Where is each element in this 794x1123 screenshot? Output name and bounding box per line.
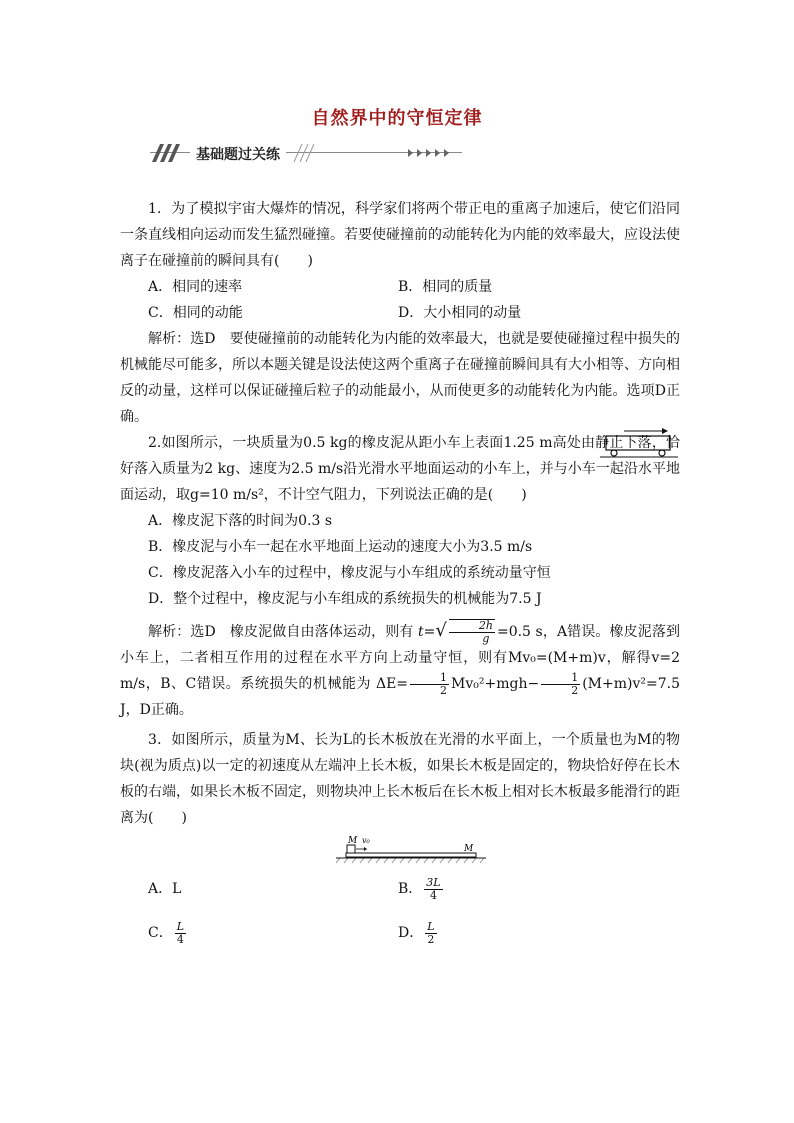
q2-analysis-part4: (M+m)v²=7.5 J，D正确。 <box>120 676 680 718</box>
q3-option-c-fraction <box>175 921 186 946</box>
q2-sqrt-num: 2h <box>449 620 495 633</box>
q2-options <box>120 508 680 612</box>
q3-options <box>120 867 680 955</box>
q2-option-d: D．整个过程中，橡皮泥与小车组成的系统损失的机械能为7.5 J <box>148 591 542 607</box>
q3-option-b-den: 4 <box>429 888 437 902</box>
q3-option-c-num: L <box>176 919 185 933</box>
q2-stem: 2.如图所示，一块质量为0.5 kg的橡皮泥从距小车上表面1.25 m高处由静止下落，恰好落入质量为2 kg、速度为2.5 m/s沿光滑水平地面运动的小车上，并与小车一起沿水平地面运动，取g=10 m/s²，不计空气阻力，下列说法正确的是( ) <box>120 435 680 503</box>
q3-option-b-fraction <box>424 877 442 902</box>
q3-option-b-num: 3L <box>426 875 441 889</box>
q2-sqrt-fraction <box>449 619 495 645</box>
q2-analysis-part1: 解析：选D 橡皮泥做自由落体运动，则有 <box>148 624 414 640</box>
q1-stem: 1．为了模拟宇宙大爆炸的情况，科学家们将两个带正电的重离子加速后，使它们沿同一条直线相向运动而发生猛烈碰撞。若要使碰撞前的动能转化为内能的效率最大，应设法使离子在碰撞前的瞬间具有( ) <box>120 201 680 269</box>
q3-option-c <box>148 911 398 955</box>
q1-option-a: A．相同的速率 <box>148 279 243 295</box>
q2-analysis <box>120 618 680 723</box>
section-banner <box>150 142 462 166</box>
q2-sqrt-den: g <box>482 632 490 645</box>
sqrt-sign: √ <box>435 620 447 641</box>
q3-option-b-prefix: B． <box>398 881 423 897</box>
q1-option-b: B．相同的质量 <box>398 279 493 295</box>
q3-option-d-den: 2 <box>427 932 435 946</box>
q2-analysis-part3: Mv₀²+mgh− <box>451 676 540 692</box>
q3-option-d-prefix: D． <box>398 925 424 941</box>
fig-block-label: M <box>348 836 358 846</box>
q3-option-c-prefix: C． <box>148 925 173 941</box>
banner-hatch-icon <box>290 142 320 164</box>
q3-stem: 3．如图所示，质量为M、长为L的长木板放在光滑的水平面上，一个质量也为M的物块(视为质点)以一定的初速度从左端冲上长木板，如果长木板是固定的，物块恰好停在长木板的右端，如果长木板不固定，则物块冲上长木板后在长木板上相对长木板最多能滑行的距离为( ) <box>120 732 680 826</box>
q2-option-a: A．橡皮泥下落的时间为0.3 s <box>148 513 333 529</box>
q2-half-den-2: 2 <box>571 683 579 697</box>
section-label: 基础题过关练 <box>190 144 286 164</box>
q1-options <box>120 274 680 326</box>
questions <box>120 196 680 955</box>
fig-v0-label: v₀ <box>362 836 370 845</box>
q2-half-den-1: 2 <box>440 683 448 697</box>
q3-option-a-text: A．L <box>148 881 182 897</box>
q3-option-b <box>398 867 648 911</box>
q1-analysis: 解析：选D 要使碰撞前的动能转化为内能的效率最大，也就是要使碰撞过程中损失的机械能尽可能多，所以本题关键是设法使这两个重离子在碰撞前瞬间具有大小相等、方向相反的动量，这样可以保证碰撞后粒子的动能最小，从而使更多的动能转化为内能。选项D正确。 <box>120 331 680 425</box>
q2-analysis-part2: =0.5 s，A错误。橡皮泥落到小车上，二者相互作用的过程在水平方向上动量守恒，则有Mv₀=(M+m)v，解得v=2 m/s，B、C错误。系统损失的机械能为 ΔE= <box>120 624 680 692</box>
q3-option-d <box>398 911 648 955</box>
q2-half-fraction-2 <box>541 672 580 697</box>
q1-option-c: C．相同的动能 <box>148 305 243 321</box>
q3-option-a <box>148 867 398 911</box>
fig-board-label: M <box>464 844 474 854</box>
q2-half-num-1: 1 <box>410 672 449 685</box>
banner-arrows-icon <box>408 148 452 158</box>
page-title: 自然界中的守恒定律 <box>311 108 483 129</box>
q3-option-c-den: 4 <box>176 932 184 946</box>
q2-half-num-2: 1 <box>541 672 580 685</box>
q2-block <box>120 430 680 508</box>
q2-half-fraction-1 <box>410 672 449 697</box>
q1-option-d: D．大小相同的动量 <box>398 305 522 321</box>
board-figure <box>120 831 680 867</box>
q3-option-d-num: L <box>427 919 435 933</box>
banner-stripes-icon <box>150 142 186 164</box>
q3-option-d-fraction <box>425 921 436 946</box>
cart-figure <box>600 426 680 460</box>
q2-option-b: B．橡皮泥与小车一起在水平地面上运动的速度大小为3.5 m/s <box>148 539 533 555</box>
q2-option-c: C．橡皮泥落入小车的过程中，橡皮泥与小车组成的系统动量守恒 <box>148 565 551 581</box>
q2-analysis-t: t= <box>418 624 436 640</box>
